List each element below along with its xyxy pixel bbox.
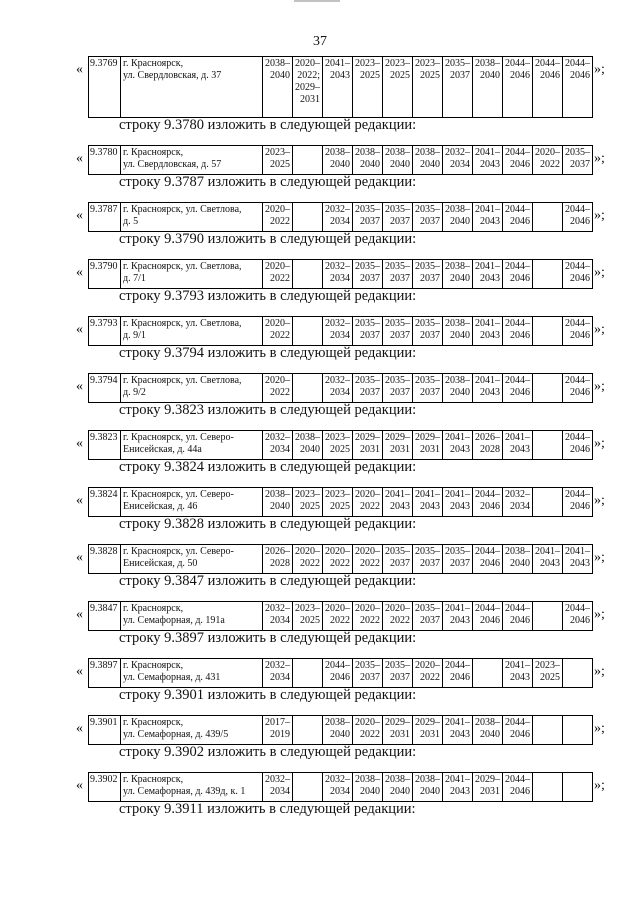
year-range-cell: 2020– 2022 bbox=[323, 545, 353, 573]
year-range-cell: 2017– 2019 bbox=[263, 716, 293, 744]
year-range-cell: 2020– 2022 bbox=[263, 317, 293, 345]
close-quote: »; bbox=[594, 607, 605, 622]
year-range-cell: 2032– 2034 bbox=[323, 260, 353, 288]
year-range-cell: 2044– 2046 bbox=[473, 545, 503, 573]
open-quote: « bbox=[76, 151, 83, 166]
year-range-cell: 2044– 2046 bbox=[323, 659, 353, 687]
row-number-cell: 9.3847 bbox=[89, 602, 121, 630]
year-range-cell: 2023– 2025 bbox=[413, 57, 443, 117]
year-range-cell: 2035– 2037 bbox=[413, 203, 443, 231]
year-range-cell: 2044– 2046 bbox=[563, 203, 593, 231]
year-range-cell: 2035– 2037 bbox=[443, 57, 473, 117]
row-grid bbox=[88, 316, 593, 346]
year-range-cell: 2041– 2043 bbox=[443, 431, 473, 459]
amendment-instruction: строку 9.3897 изложить в следующей редакции: bbox=[119, 630, 417, 646]
open-quote: « bbox=[76, 493, 83, 508]
year-range-cell: 2041– 2043 bbox=[443, 773, 473, 801]
year-range-cell bbox=[533, 773, 563, 801]
year-range-cell: 2041– 2043 bbox=[473, 317, 503, 345]
open-quote: « bbox=[76, 62, 83, 77]
year-range-cell: 2038– 2040 bbox=[323, 146, 353, 174]
row-grid bbox=[88, 487, 593, 517]
year-range-cell: 2041– 2043 bbox=[383, 488, 413, 516]
year-range-cell bbox=[533, 260, 563, 288]
year-range-cell: 2023– 2025 bbox=[383, 57, 413, 117]
year-range-cell bbox=[533, 374, 563, 402]
row-grid bbox=[88, 430, 593, 460]
amendment-instruction: строку 9.3793 изложить в следующей редакции: bbox=[119, 288, 417, 304]
year-range-cell: 2035– 2037 bbox=[413, 260, 443, 288]
row-grid bbox=[88, 202, 593, 232]
year-range-cell: 2044– 2046 bbox=[503, 317, 533, 345]
row-grid bbox=[88, 658, 593, 688]
row-number-cell: 9.3787 bbox=[89, 203, 121, 231]
year-range-cell: 2038– 2040 bbox=[263, 57, 293, 117]
address-cell: г. Красноярск, ул. Семафорная, д. 439д, к. 1 bbox=[121, 773, 263, 801]
year-range-cell: 2044– 2046 bbox=[563, 57, 593, 117]
year-range-cell bbox=[293, 659, 323, 687]
year-range-cell: 2029– 2031 bbox=[413, 431, 443, 459]
year-range-cell: 2032– 2034 bbox=[503, 488, 533, 516]
amendment-instruction: строку 9.3790 изложить в следующей редакции: bbox=[119, 231, 417, 247]
address-cell: г. Красноярск, ул. Светлова, д. 5 bbox=[121, 203, 263, 231]
close-quote: »; bbox=[594, 379, 605, 394]
row-grid bbox=[88, 601, 593, 631]
close-quote: »; bbox=[594, 265, 605, 280]
year-range-cell: 2035– 2037 bbox=[353, 203, 383, 231]
year-range-cell: 2023– 2025 bbox=[293, 488, 323, 516]
open-quote: « bbox=[76, 265, 83, 280]
year-range-cell: 2044– 2046 bbox=[563, 374, 593, 402]
year-range-cell: 2041– 2043 bbox=[503, 659, 533, 687]
year-range-cell: 2041– 2043 bbox=[473, 146, 503, 174]
year-range-cell: 2041– 2043 bbox=[443, 602, 473, 630]
year-range-cell: 2035– 2037 bbox=[563, 146, 593, 174]
year-range-cell: 2038– 2040 bbox=[473, 716, 503, 744]
year-range-cell: 2020– 2022 bbox=[263, 374, 293, 402]
year-range-cell bbox=[293, 260, 323, 288]
row-grid bbox=[88, 373, 593, 403]
year-range-cell bbox=[473, 659, 503, 687]
year-range-cell: 2020– 2022 bbox=[383, 602, 413, 630]
address-cell: г. Красноярск, ул. Северо- Енисейская, д. 44а bbox=[121, 431, 263, 459]
row-grid bbox=[88, 145, 593, 175]
year-range-cell: 2020– 2022 bbox=[413, 659, 443, 687]
year-range-cell: 2044– 2046 bbox=[563, 260, 593, 288]
row-grid bbox=[88, 715, 593, 745]
year-range-cell: 2029– 2031 bbox=[383, 716, 413, 744]
row-number-cell: 9.3793 bbox=[89, 317, 121, 345]
row-grid bbox=[88, 772, 593, 802]
year-range-cell: 2038– 2040 bbox=[293, 431, 323, 459]
amendment-instruction: строку 9.3824 изложить в следующей редакции: bbox=[119, 459, 417, 475]
close-quote: »; bbox=[594, 62, 605, 77]
row-grid bbox=[88, 56, 593, 118]
year-range-cell: 2041– 2043 bbox=[503, 431, 533, 459]
year-range-cell: 2035– 2037 bbox=[353, 659, 383, 687]
year-range-cell: 2035– 2037 bbox=[383, 374, 413, 402]
year-range-cell bbox=[533, 203, 563, 231]
year-range-cell: 2044– 2046 bbox=[503, 374, 533, 402]
year-range-cell: 2035– 2037 bbox=[413, 602, 443, 630]
year-range-cell: 2020– 2022; 2029– 2031 bbox=[293, 57, 323, 117]
year-range-cell: 2029– 2031 bbox=[473, 773, 503, 801]
address-cell: г. Красноярск, ул. Семафорная, д. 431 bbox=[121, 659, 263, 687]
year-range-cell: 2044– 2046 bbox=[563, 602, 593, 630]
close-quote: »; bbox=[594, 778, 605, 793]
year-range-cell: 2032– 2034 bbox=[323, 203, 353, 231]
close-quote: »; bbox=[594, 208, 605, 223]
year-range-cell: 2038– 2040 bbox=[413, 146, 443, 174]
open-quote: « bbox=[76, 607, 83, 622]
year-range-cell: 2041– 2043 bbox=[473, 203, 503, 231]
year-range-cell bbox=[533, 716, 563, 744]
year-range-cell: 2038– 2040 bbox=[353, 773, 383, 801]
scan-artifact bbox=[294, 0, 340, 2]
year-range-cell bbox=[293, 317, 323, 345]
year-range-cell: 2035– 2037 bbox=[413, 545, 443, 573]
year-range-cell: 2023– 2025 bbox=[323, 431, 353, 459]
row-number-cell: 9.3794 bbox=[89, 374, 121, 402]
close-quote: »; bbox=[594, 436, 605, 451]
close-quote: »; bbox=[594, 721, 605, 736]
address-cell: г. Красноярск, ул. Семафорная, д. 191а bbox=[121, 602, 263, 630]
year-range-cell: 2038– 2040 bbox=[383, 146, 413, 174]
year-range-cell: 2023– 2025 bbox=[353, 57, 383, 117]
row-number-cell: 9.3824 bbox=[89, 488, 121, 516]
year-range-cell: 2020– 2022 bbox=[293, 545, 323, 573]
row-number-cell: 9.3901 bbox=[89, 716, 121, 744]
row-grid bbox=[88, 544, 593, 574]
year-range-cell: 2026– 2028 bbox=[263, 545, 293, 573]
row-number-cell: 9.3897 bbox=[89, 659, 121, 687]
row-number-cell: 9.3790 bbox=[89, 260, 121, 288]
address-cell: г. Красноярск, ул. Северо- Енисейская, д. 50 bbox=[121, 545, 263, 573]
year-range-cell: 2020– 2022 bbox=[353, 716, 383, 744]
year-range-cell: 2044– 2046 bbox=[443, 659, 473, 687]
year-range-cell: 2041– 2043 bbox=[473, 374, 503, 402]
year-range-cell: 2041– 2043 bbox=[533, 545, 563, 573]
close-quote: »; bbox=[594, 550, 605, 565]
year-range-cell: 2044– 2046 bbox=[503, 602, 533, 630]
amendment-instruction: строку 9.3911 изложить в следующей редакции: bbox=[119, 801, 416, 817]
year-range-cell bbox=[293, 716, 323, 744]
year-range-cell: 2023– 2025 bbox=[533, 659, 563, 687]
address-cell: г. Красноярск, ул. Семафорная, д. 439/5 bbox=[121, 716, 263, 744]
year-range-cell: 2026– 2028 bbox=[473, 431, 503, 459]
year-range-cell: 2020– 2022 bbox=[353, 602, 383, 630]
year-range-cell: 2041– 2043 bbox=[563, 545, 593, 573]
year-range-cell bbox=[293, 374, 323, 402]
row-number-cell: 9.3902 bbox=[89, 773, 121, 801]
open-quote: « bbox=[76, 436, 83, 451]
row-grid bbox=[88, 259, 593, 289]
year-range-cell bbox=[533, 431, 563, 459]
year-range-cell: 2038– 2040 bbox=[443, 203, 473, 231]
row-number-cell: 9.3828 bbox=[89, 545, 121, 573]
close-quote: »; bbox=[594, 151, 605, 166]
year-range-cell: 2032– 2034 bbox=[443, 146, 473, 174]
year-range-cell: 2038– 2040 bbox=[473, 57, 503, 117]
year-range-cell: 2035– 2037 bbox=[353, 260, 383, 288]
year-range-cell: 2038– 2040 bbox=[263, 488, 293, 516]
year-range-cell: 2032– 2034 bbox=[263, 431, 293, 459]
year-range-cell bbox=[293, 146, 323, 174]
year-range-cell: 2044– 2046 bbox=[503, 716, 533, 744]
year-range-cell: 2023– 2025 bbox=[323, 488, 353, 516]
year-range-cell: 2020– 2022 bbox=[533, 146, 563, 174]
year-range-cell: 2041– 2043 bbox=[323, 57, 353, 117]
year-range-cell: 2038– 2040 bbox=[353, 146, 383, 174]
year-range-cell: 2032– 2034 bbox=[263, 773, 293, 801]
year-range-cell: 2023– 2025 bbox=[263, 146, 293, 174]
open-quote: « bbox=[76, 721, 83, 736]
year-range-cell: 2038– 2040 bbox=[413, 773, 443, 801]
row-number-cell: 9.3769 bbox=[89, 57, 121, 117]
year-range-cell: 2035– 2037 bbox=[353, 374, 383, 402]
year-range-cell: 2044– 2046 bbox=[563, 317, 593, 345]
address-cell: г. Красноярск, ул. Северо- Енисейская, д. 46 bbox=[121, 488, 263, 516]
year-range-cell: 2038– 2040 bbox=[503, 545, 533, 573]
close-quote: »; bbox=[594, 322, 605, 337]
year-range-cell: 2020– 2022 bbox=[323, 602, 353, 630]
amendment-instruction: строку 9.3787 изложить в следующей редакции: bbox=[119, 174, 417, 190]
year-range-cell: 2044– 2046 bbox=[473, 602, 503, 630]
amendment-instruction: строку 9.3794 изложить в следующей редакции: bbox=[119, 345, 417, 361]
row-number-cell: 9.3780 bbox=[89, 146, 121, 174]
year-range-cell: 2044– 2046 bbox=[533, 57, 563, 117]
year-range-cell: 2029– 2031 bbox=[413, 716, 443, 744]
address-cell: г. Красноярск, ул. Светлова, д. 9/1 bbox=[121, 317, 263, 345]
year-range-cell: 2044– 2046 bbox=[503, 773, 533, 801]
amendment-instruction: строку 9.3847 изложить в следующей редакции: bbox=[119, 573, 417, 589]
close-quote: »; bbox=[594, 664, 605, 679]
year-range-cell: 2038– 2040 bbox=[443, 317, 473, 345]
year-range-cell: 2020– 2022 bbox=[353, 488, 383, 516]
amendment-instruction: строку 9.3780 изложить в следующей редакции: bbox=[119, 117, 417, 133]
year-range-cell: 2020– 2022 bbox=[353, 545, 383, 573]
year-range-cell: 2044– 2046 bbox=[473, 488, 503, 516]
year-range-cell bbox=[293, 203, 323, 231]
open-quote: « bbox=[76, 778, 83, 793]
year-range-cell: 2032– 2034 bbox=[323, 317, 353, 345]
amendment-instruction: строку 9.3823 изложить в следующей редакции: bbox=[119, 402, 417, 418]
year-range-cell bbox=[563, 773, 593, 801]
year-range-cell: 2041– 2043 bbox=[443, 716, 473, 744]
year-range-cell: 2038– 2040 bbox=[443, 374, 473, 402]
open-quote: « bbox=[76, 208, 83, 223]
address-cell: г. Красноярск, ул. Свердловская, д. 37 bbox=[121, 57, 263, 117]
open-quote: « bbox=[76, 664, 83, 679]
year-range-cell bbox=[293, 773, 323, 801]
year-range-cell: 2044– 2046 bbox=[503, 203, 533, 231]
year-range-cell bbox=[563, 659, 593, 687]
year-range-cell: 2020– 2022 bbox=[263, 260, 293, 288]
year-range-cell: 2032– 2034 bbox=[263, 659, 293, 687]
year-range-cell: 2044– 2046 bbox=[563, 488, 593, 516]
open-quote: « bbox=[76, 550, 83, 565]
close-quote: »; bbox=[594, 493, 605, 508]
year-range-cell: 2032– 2034 bbox=[323, 773, 353, 801]
year-range-cell: 2035– 2037 bbox=[383, 545, 413, 573]
amendment-instruction: строку 9.3901 изложить в следующей редакции: bbox=[119, 687, 417, 703]
year-range-cell: 2020– 2022 bbox=[263, 203, 293, 231]
row-number-cell: 9.3823 bbox=[89, 431, 121, 459]
year-range-cell: 2029– 2031 bbox=[383, 431, 413, 459]
year-range-cell: 2035– 2037 bbox=[443, 545, 473, 573]
open-quote: « bbox=[76, 379, 83, 394]
year-range-cell: 2023– 2025 bbox=[293, 602, 323, 630]
year-range-cell: 2035– 2037 bbox=[353, 317, 383, 345]
address-cell: г. Красноярск, ул. Светлова, д. 9/2 bbox=[121, 374, 263, 402]
year-range-cell: 2035– 2037 bbox=[383, 203, 413, 231]
year-range-cell bbox=[533, 488, 563, 516]
address-cell: г. Красноярск, ул. Свердловская, д. 57 bbox=[121, 146, 263, 174]
year-range-cell: 2029– 2031 bbox=[353, 431, 383, 459]
year-range-cell: 2044– 2046 bbox=[563, 431, 593, 459]
year-range-cell: 2044– 2046 bbox=[503, 57, 533, 117]
year-range-cell: 2044– 2046 bbox=[503, 146, 533, 174]
amendment-instruction: строку 9.3902 изложить в следующей редакции: bbox=[119, 744, 417, 760]
year-range-cell: 2044– 2046 bbox=[503, 260, 533, 288]
year-range-cell bbox=[533, 317, 563, 345]
year-range-cell: 2032– 2034 bbox=[263, 602, 293, 630]
year-range-cell: 2041– 2043 bbox=[413, 488, 443, 516]
year-range-cell: 2041– 2043 bbox=[473, 260, 503, 288]
year-range-cell: 2038– 2040 bbox=[323, 716, 353, 744]
year-range-cell: 2032– 2034 bbox=[323, 374, 353, 402]
year-range-cell bbox=[533, 602, 563, 630]
page-number: 37 bbox=[313, 34, 327, 49]
year-range-cell: 2035– 2037 bbox=[383, 260, 413, 288]
year-range-cell: 2038– 2040 bbox=[443, 260, 473, 288]
year-range-cell: 2038– 2040 bbox=[383, 773, 413, 801]
year-range-cell bbox=[563, 716, 593, 744]
year-range-cell: 2035– 2037 bbox=[383, 317, 413, 345]
open-quote: « bbox=[76, 322, 83, 337]
address-cell: г. Красноярск, ул. Светлова, д. 7/1 bbox=[121, 260, 263, 288]
year-range-cell: 2035– 2037 bbox=[413, 374, 443, 402]
year-range-cell: 2035– 2037 bbox=[383, 659, 413, 687]
amendment-instruction: строку 9.3828 изложить в следующей редакции: bbox=[119, 516, 417, 532]
year-range-cell: 2041– 2043 bbox=[443, 488, 473, 516]
year-range-cell: 2035– 2037 bbox=[413, 317, 443, 345]
